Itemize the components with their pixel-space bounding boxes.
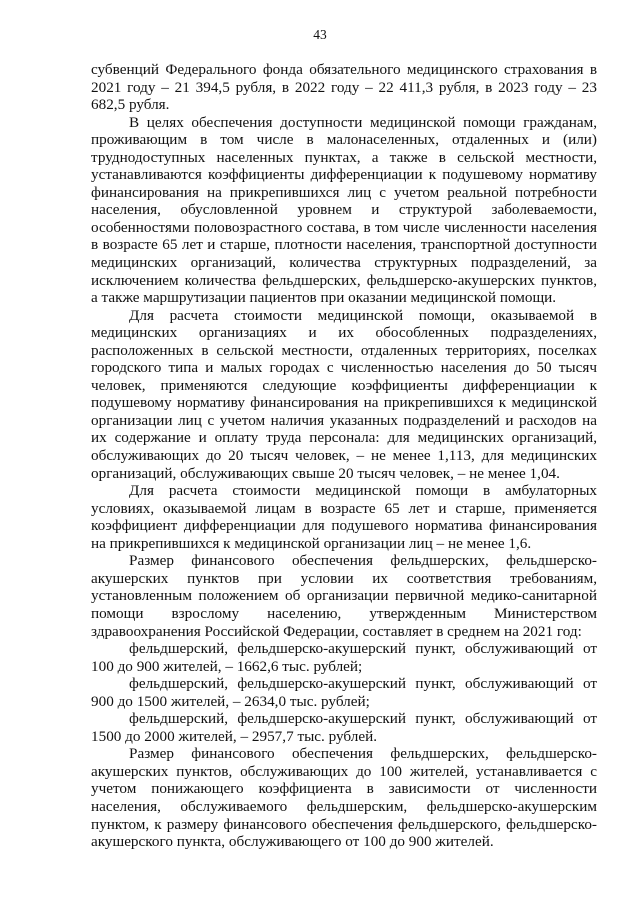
paragraph-fap-1500-2000: фельдшерский, фельдшерско-акушерский пункт, обслуживающий от 1500 до 2000 жителей, – 2957,7 тыс. рублей. (91, 710, 597, 745)
paragraph-subvention-continuation: субвенций Федерального фонда обязательного медицинского страхования в 2021 году – 21 394,5 рубля, в 2022 году – 22 411,3 рубля, в 2023 году – 23 682,5 рубля. (91, 61, 597, 114)
document-body (91, 61, 597, 851)
paragraph-fap-900-1500: фельдшерский, фельдшерско-акушерский пункт, обслуживающий от 900 до 1500 жителей, – 2634,0 тыс. рублей; (91, 675, 597, 710)
page-number: 43 (313, 27, 327, 42)
paragraph-fap-100-900: фельдшерский, фельдшерско-акушерский пункт, обслуживающий от 100 до 900 жителей, – 1662,6 тыс. рублей; (91, 640, 597, 675)
paragraph-accessibility-coefficients: В целях обеспечения доступности медицинской помощи гражданам, проживающим в том числе в малонаселенных, отдаленных и (или) труднодоступных населенных пунктах, а также в сельской местности, устанавливаются коэффициенты дифференциации к подушевому нормативу финансирования на прикрепившихся лиц с учетом реальной потребности населения, обусловленной уровнем и структурой заболеваемости, особенностями половозрастного состава, в том числе численности населения в возрасте 65 лет и старше, плотности населения, транспортной доступности медицинских организаций, количества структурных подразделений, за исключением количества фельдшерских, фельдшерско-акушерских пунктов, а также маршрутизации пациентов при оказании медицинской помощи. (91, 113, 597, 307)
paragraph-fap-under-100: Размер финансового обеспечения фельдшерских, фельдшерско-акушерских пунктов, обслуживающих до 100 жителей, устанавливается с учетом понижающего коэффициента в зависимости от численности населения, обслуживаемого фельдшерским, фельдшерско-акушерским пунктом, к размеру финансового обеспечения фельдшерского, фельдшерско-акушерского пункта, обслуживающего от 100 до 900 жителей. (91, 745, 597, 851)
paragraph-rural-coefficients: Для расчета стоимости медицинской помощи, оказываемой в медицинских организациях и их обособленных подразделениях, расположенных в сельской местности, отдаленных территориях, поселках городского типа и малых городах с численностью населения до 50 тысяч человек, применяются следующие коэффициенты дифференциации к подушевому нормативу финансирования на прикрепившихся к медицинской организации лиц с учетом наличия указанных подразделений и расходов на их содержание и оплату труда персонала: для медицинских организаций, обслуживающих до 20 тысяч человек, – не менее 1,113, для медицинских организаций, обслуживающих свыше 20 тысяч человек, – не менее 1,04. (91, 306, 597, 482)
paragraph-elderly-coefficient: Для расчета стоимости медицинской помощи в амбулаторных условиях, оказываемой лицам в возрасте 65 лет и старше, применяется коэффициент дифференциации для подушевого норматива финансирования на прикрепившихся к медицинской организации лиц – не менее 1,6. (91, 482, 597, 552)
paragraph-fap-funding-intro: Размер финансового обеспечения фельдшерских, фельдшерско-акушерских пунктов при условии их соответствия требованиям, установленным положением об организации первичной медико-санитарной помощи взрослому населению, утвержденным Министерством здравоохранения Российской Федерации, составляет в среднем на 2021 год: (91, 552, 597, 640)
